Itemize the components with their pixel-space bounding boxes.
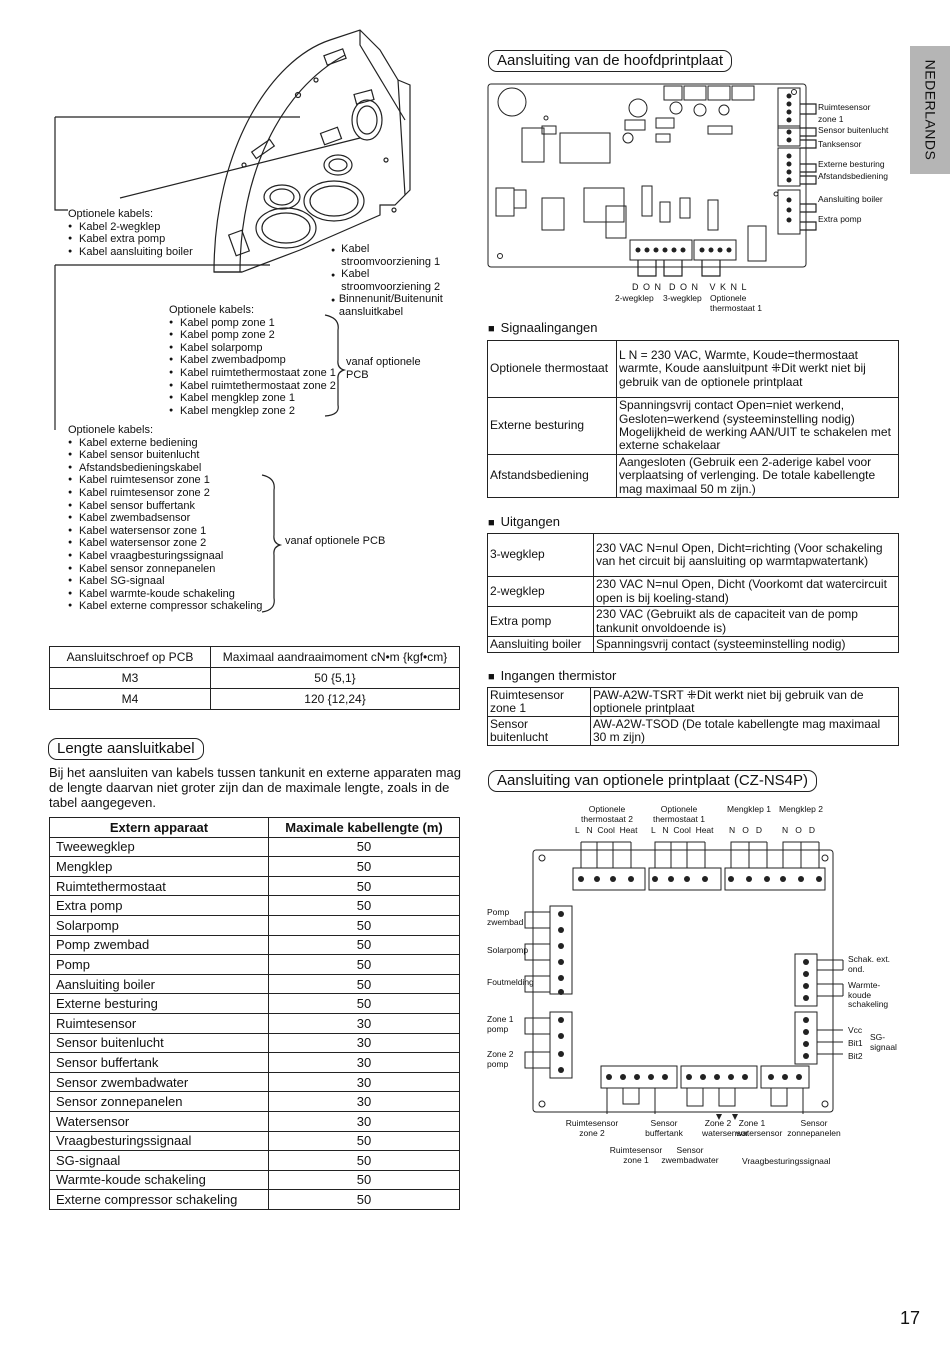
table-row: [50, 1151, 460, 1171]
table-row: [50, 915, 460, 935]
table-row: [50, 1013, 460, 1033]
opt-right-label: Bit2: [848, 1051, 863, 1061]
optional-pcb-diagram: [515, 836, 845, 1126]
page-number: 17: [900, 1308, 921, 1328]
table-cell: Extra pomp: [488, 607, 594, 637]
power-item: Kabel stroomvoorziening 2: [341, 268, 441, 293]
opt-group-pins: L N Cool Heat: [651, 825, 714, 835]
main-pcb-title: Aansluiting van de hoofdprintplaat: [488, 50, 732, 72]
opt-bottom-label: Ruimtesensor zone 1: [609, 1145, 663, 1165]
table-cell: Watersensor: [50, 1111, 269, 1131]
opt-left-label: Zone 1 pomp: [487, 1014, 514, 1034]
table-cell: AW-A2W-TSOD (De totale kabellengte mag maximaal 30 m zijn): [591, 717, 899, 746]
table-cell: 50: [269, 994, 460, 1014]
opt-group-pins: N O D: [782, 825, 816, 835]
opt-left-label: Solarpomp: [487, 945, 529, 955]
table-cell: 50: [269, 974, 460, 994]
opt-bottom-label: Sensor zonnepanelen: [787, 1118, 841, 1138]
table-cell: 2-wegklep: [488, 577, 594, 607]
table-row: [50, 974, 460, 994]
table-cell: Solarpomp: [50, 915, 269, 935]
table-row: [50, 1190, 460, 1210]
table-cell: 3-wegklep: [488, 534, 594, 577]
group3-item: ● Kabel vraagbesturingssignaal: [68, 550, 262, 563]
group1-title: Optionele kabels:: [68, 208, 153, 220]
table-cell: 230 VAC N=nul Open, Dicht=richting (Voor schakeling van het circuit bij aansluiting op warmtapwatertank): [594, 534, 899, 577]
opt-group-name: Mengklep 2: [779, 804, 823, 814]
outputs-title: ■ Uitgangen: [488, 514, 560, 529]
table-cell: Warmte-koude schakeling: [50, 1170, 269, 1190]
opt-bottom-label: Zone 2 watersensor: [702, 1118, 749, 1138]
cable-length-table: [49, 817, 460, 1210]
group3-item: ● Kabel ruimtesensor zone 2: [68, 487, 262, 500]
table-cell: Aansluiting boiler: [488, 637, 594, 653]
table-row: [50, 1053, 460, 1073]
optional-pcb-title: Aansluiting van optionele printplaat (CZ-NS4P): [488, 770, 817, 792]
table-cell: Pomp zwembad: [50, 935, 269, 955]
table-cell: 30: [269, 1111, 460, 1131]
table-cell: 30: [269, 1072, 460, 1092]
table-cell: 30: [269, 1092, 460, 1112]
group3-item: ● Kabel externe bediening: [68, 437, 262, 450]
optional-cables-group-2: [169, 304, 336, 417]
pcb-label: Afstandsbediening: [818, 170, 888, 181]
group3-item: ● Kabel ruimtesensor zone 1: [68, 474, 262, 487]
opt-group-name: Mengklep 1: [727, 804, 771, 814]
table-row: [488, 607, 899, 637]
cable-length-title: Lengte aansluitkabel: [48, 738, 204, 760]
table-cell: Sensor buffertank: [50, 1053, 269, 1073]
pcb-label: Aansluiting boiler: [818, 194, 883, 204]
thermistor-title: ■ Ingangen thermistor: [488, 668, 616, 683]
group3-item: ● Kabel sensor buitenlucht: [68, 449, 262, 462]
opt-group-pins: N O D: [729, 825, 763, 835]
table-cell: 50: [269, 1190, 460, 1210]
group2-item: ● Kabel pomp zone 2: [169, 329, 336, 342]
group3-title: Optionele kabels:: [68, 424, 153, 436]
group3-item: ● Afstandsbedieningskabel: [68, 462, 262, 475]
table-row: [50, 668, 460, 689]
table-cell: Tweewegklep: [50, 837, 269, 857]
table-cell: SG-signaal: [50, 1151, 269, 1171]
table-cell: 50: [269, 1170, 460, 1190]
group3-item: ● Kabel sensor zonnepanelen: [68, 563, 262, 576]
pcb-bottom-label: 2-wegklep: [615, 293, 654, 303]
table-row: [50, 876, 460, 896]
opt-left-label: Foutmelding: [487, 977, 534, 987]
table-cell: 50: [269, 915, 460, 935]
main-pcb-diagram: [480, 78, 820, 278]
table-cell: Sensor buitenlucht: [488, 717, 591, 746]
table-row: [488, 341, 899, 398]
table-row: [488, 534, 899, 577]
language-tab: [910, 46, 950, 174]
outputs-table: [487, 533, 899, 653]
group3-note: vanaf optionele PCB: [285, 535, 386, 547]
table-cell: Mengklep: [50, 857, 269, 877]
table-row: [488, 717, 899, 746]
opt-right-label: SG-signaal: [870, 1032, 897, 1052]
opt-left-label: Pomp zwembad: [487, 907, 524, 927]
signal-inputs-table: [487, 340, 899, 498]
table-header: Aansluitschroef op PCB: [50, 647, 211, 668]
table-cell: Sensor zonnepanelen: [50, 1092, 269, 1112]
pcb-label: Ruimtesensor zone 1: [818, 102, 871, 124]
power-item: Kabel stroomvoorziening 1: [341, 243, 441, 268]
table-cell: Ruimtesensor: [50, 1013, 269, 1033]
opt-group-pins: L N Cool Heat: [575, 825, 638, 835]
table-row: [50, 689, 460, 710]
table-row: [50, 1092, 460, 1112]
pcb-label: Externe besturing: [818, 159, 885, 169]
group3-item: ● Kabel sensor buffertank: [68, 500, 262, 513]
main-pcb-pin-letters: D O N D O N V K N L: [632, 282, 748, 292]
table-row: [50, 994, 460, 1014]
table-row: [50, 818, 460, 838]
opt-right-label: Bit1: [848, 1038, 863, 1048]
table-cell: Extra pomp: [50, 896, 269, 916]
table-header: Maximaal aandraaimoment cN•m {kgf•cm}: [211, 647, 460, 668]
table-cell: 30: [269, 1033, 460, 1053]
table-cell: 50: [269, 876, 460, 896]
table-row: [50, 837, 460, 857]
optional-cables-group-1: [68, 208, 193, 258]
opt-group-name: Optionele thermostaat 2: [581, 804, 633, 824]
table-cell: 50: [269, 837, 460, 857]
table-cell: Sensor zwembadwater: [50, 1072, 269, 1092]
signal-inputs-title: ■ Signaalingangen: [488, 320, 598, 335]
table-row: [50, 955, 460, 975]
table-cell: 50: [269, 955, 460, 975]
opt-right-label: Vcc: [848, 1025, 863, 1035]
table-row: [50, 1033, 460, 1053]
opt-bottom-label: Sensor zwembadwater: [661, 1145, 719, 1165]
table-cell: 230 VAC N=nul Open, Dicht (Voorkomt dat watercircuit open is bij koeling-stand): [594, 577, 899, 607]
table-row: [488, 688, 899, 717]
table-cell: 50 {5,1}: [211, 668, 460, 689]
table-cell: 30: [269, 1053, 460, 1073]
group3-item: ● Kabel externe compressor schakeling: [68, 600, 262, 613]
table-cell: Spanningsvrij contact (systeeminstelling nodig): [594, 637, 899, 653]
table-row: [50, 857, 460, 877]
group3-item: ● Kabel watersensor zone 2: [68, 537, 262, 550]
pcb-bottom-label: Optionele thermostaat 1: [710, 293, 762, 313]
group2-note: vanaf optionele PCB: [346, 356, 421, 381]
table-row: [50, 896, 460, 916]
table-cell: M4: [50, 689, 211, 710]
table-row: [50, 1131, 460, 1151]
opt-bottom-label: Sensor buffertank: [645, 1118, 683, 1138]
optional-cables-group-3: [68, 424, 262, 613]
table-cell: Vraagbesturingssignaal: [50, 1131, 269, 1151]
main-pcb-right-labels: [818, 102, 888, 225]
group1-item: ● Kabel 2-wegklep: [68, 221, 193, 234]
group2-item: ● Kabel mengklep zone 2: [169, 405, 336, 418]
group2-item: ● Kabel pomp zone 1: [169, 317, 336, 330]
group1-item: ● Kabel extra pomp: [68, 233, 193, 246]
pcb-label: Sensor buitenlucht: [818, 125, 889, 135]
table-row: [488, 637, 899, 653]
group3-item: ● Kabel watersensor zone 1: [68, 525, 262, 538]
table-cell: 230 VAC (Gebruikt als de capaciteit van de pomp tankunit onvoldoende is): [594, 607, 899, 637]
pcb-label: Tanksensor: [818, 138, 862, 149]
cable-length-intro: Bij het aansluiten van kabels tussen tankunit en externe apparaten mag de lengte daarvan niet groter zijn dan de maximale lengte, zoals in de tabel aangegeven.: [49, 765, 461, 810]
table-cell: Optionele thermostaat: [488, 341, 617, 398]
table-cell: Aangesloten (Gebruik een 2-aderige kabel voor verplaatsing of verlenging. De totale kabellengte mag maximaal 50 m zijn.): [617, 455, 899, 498]
group2-item: ● Kabel zwembadpomp: [169, 354, 336, 367]
table-cell: L N = 230 VAC, Warmte, Koude=thermostaat warmte, Koude aansluitpunt ⁜Dit werkt niet bij gebruik van de optionele printplaat: [617, 341, 899, 398]
table-row: [50, 647, 460, 668]
table-cell: Externe compressor schakeling: [50, 1190, 269, 1210]
table-cell: Ruimtethermostaat: [50, 876, 269, 896]
table-row: [488, 577, 899, 607]
group1-item: ● Kabel aansluiting boiler: [68, 246, 193, 259]
language-tab-label: NEDERLANDS: [922, 59, 939, 161]
table-row: [50, 935, 460, 955]
power-item: Binnenunit/Buitenunit aansluitkabel: [338, 293, 443, 318]
table-cell: Ruimtesensor zone 1: [488, 688, 591, 717]
group3-item: ● Kabel SG-signaal: [68, 575, 262, 588]
table-row: [488, 455, 899, 498]
table-cell: 50: [269, 896, 460, 916]
group2-item: ● Kabel ruimtethermostaat zone 1: [169, 367, 336, 380]
table-cell: 50: [269, 1151, 460, 1171]
table-cell: Sensor buitenlucht: [50, 1033, 269, 1053]
table-row: [488, 398, 899, 455]
pcb-bottom-label: 3-wegklep: [663, 293, 702, 303]
table-header: Extern apparaat: [50, 818, 269, 838]
group3-item: ● Kabel zwembadsensor: [68, 512, 262, 525]
table-header: Maximale kabellengte (m): [269, 818, 460, 838]
group2-item: ● Kabel mengklep zone 1: [169, 392, 336, 405]
table-cell: Externe besturing: [488, 398, 617, 455]
table-cell: 120 {12,24}: [211, 689, 460, 710]
torque-table: [49, 646, 460, 710]
power-cables-list: ● Kabel stroomvoorziening 1 ● Kabel stroomvoorziening 2 ● Binnenunit/Buitenunit aansluitkabel: [331, 243, 461, 319]
opt-left-label: Zone 2 pomp: [487, 1049, 514, 1069]
table-cell: Pomp: [50, 955, 269, 975]
pcb-label: Extra pomp: [818, 213, 862, 224]
table-cell: M3: [50, 668, 211, 689]
table-row: [50, 1111, 460, 1131]
table-cell: Externe besturing: [50, 994, 269, 1014]
thermistor-table: [487, 687, 899, 746]
group2-item: ● Kabel solarpomp: [169, 342, 336, 355]
table-cell: Spanningsvrij contact Open=niet werkend, Gesloten=werkend (systeeminstelling nodig) Mogelijkheid de werking AAN/UIT te schakelen met externe schakelaar: [617, 398, 899, 455]
table-cell: 50: [269, 1131, 460, 1151]
table-cell: Afstandsbediening: [488, 455, 617, 498]
table-row: [50, 1170, 460, 1190]
table-row: [50, 1072, 460, 1092]
table-cell: 50: [269, 857, 460, 877]
opt-right-label: Warmte-koude schakeling: [848, 980, 889, 1009]
table-cell: Aansluiting boiler: [50, 974, 269, 994]
table-cell: 50: [269, 935, 460, 955]
table-cell: PAW-A2W-TSRT ⁜Dit werkt niet bij gebruik van de optionele printplaat: [591, 688, 899, 717]
table-cell: 30: [269, 1013, 460, 1033]
opt-right-label: Schak. ext. ond.: [848, 954, 891, 974]
group2-item: ● Kabel ruimtethermostaat zone 2: [169, 380, 336, 393]
opt-bottom-label: Vraagbesturingssignaal: [742, 1156, 831, 1166]
group3-item: ● Kabel warmte-koude schakeling: [68, 588, 262, 601]
opt-group-name: Optionele thermostaat 1: [653, 804, 705, 824]
opt-bottom-label: Zone 1 watersensor: [736, 1118, 783, 1138]
group2-title: Optionele kabels:: [169, 304, 254, 316]
opt-bottom-label: Ruimtesensor zone 2: [565, 1118, 619, 1138]
